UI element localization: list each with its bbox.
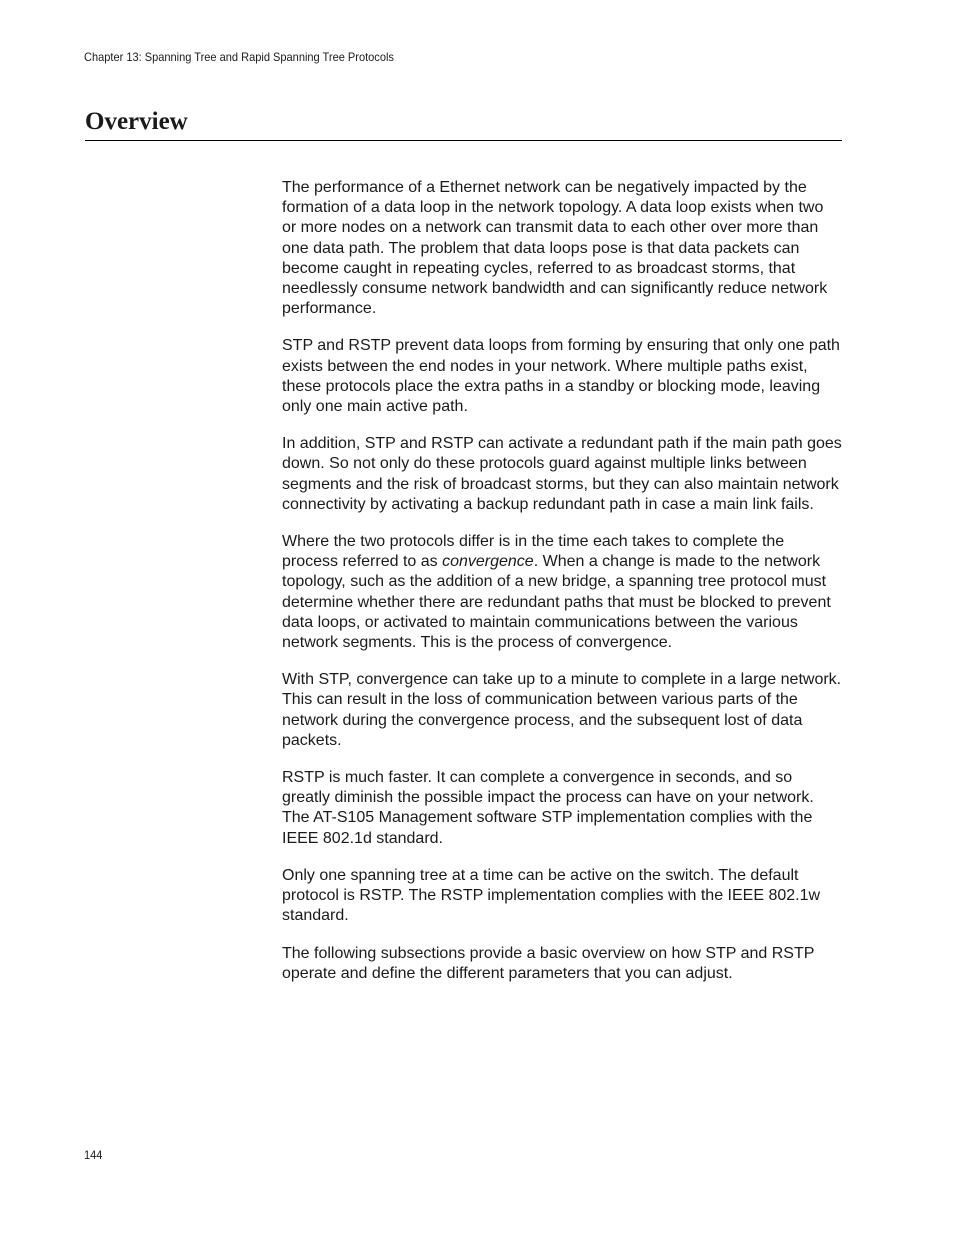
body-text: [282, 178, 842, 1001]
paragraph-data-loops: The performance of a Ethernet network can be negatively impacted by the formation of a data loop in the network topology. A data loop exists when two or more nodes on a network can transmit data to each other over more than one data path. The problem that data loops pose is that data packets can become caught in repeating cycles, referred to as broadcast storms, that needlessly consume network bandwidth and can significantly reduce network performance.: [282, 179, 828, 318]
title-rule: [85, 140, 842, 141]
paragraph-one-spanning-tree: Only one spanning tree at a time can be active on the switch. The default protocol is RSTP. The RSTP implementation complies with the IEEE 802.1w standard.: [282, 866, 821, 925]
running-header: Chapter 13: Spanning Tree and Rapid Spanning Tree Protocols: [84, 50, 394, 64]
paragraph-stp-convergence: With STP, convergence can take up to a minute to complete in a large network. This can result in the loss of communication between various parts of the network during the convergence process, and the subsequent lost of data packets.: [282, 671, 842, 749]
paragraph-redundant-path: In addition, STP and RSTP can activate a redundant path if the main path goes down. So not only do these protocols guard against multiple links between segments and the risk of broadcast storms, but they can also maintain network connectivity by activating a backup redundant path in case a main link fails.: [282, 435, 842, 513]
paragraph-rstp-faster: RSTP is much faster. It can complete a convergence in seconds, and so greatly diminish the possible impact the process can have on your network. The AT-S105 Management software STP implementation complies with the IEEE 802.1d standard.: [282, 769, 814, 847]
convergence-text-before: Where the two protocols differ is in the time each takes to complete the process referred to as: [282, 533, 785, 571]
paragraph-subsections: The following subsections provide a basic overview on how STP and RSTP operate and define the different parameters that you can adjust.: [282, 944, 815, 982]
convergence-term: convergence: [442, 553, 534, 571]
paragraph-prevent-loops: STP and RSTP prevent data loops from forming by ensuring that only one path exists between the end nodes in your network. Where multiple paths exist, these protocols place the extra paths in a standby or blocking mode, leaving only one main active path.: [282, 337, 840, 416]
section-title: Overview: [85, 108, 188, 135]
convergence-text-after: . When a change is made to the network topology, such as the addition of a new bridge, a spanning tree protocol must determine whether there are redundant paths that must be blocked to prevent data loops, or activated to maintain communications between the various network segments. This is the process of convergence.: [282, 553, 831, 652]
paragraph-convergence: [282, 532, 842, 653]
page-number: 144: [84, 1148, 103, 1162]
